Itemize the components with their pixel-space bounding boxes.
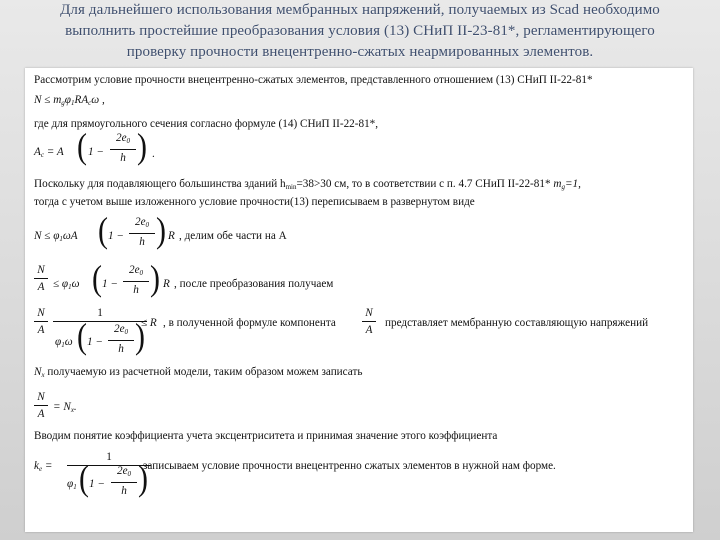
formula-6: $N_x$ получаемую из расчетной модели, таким образом можем записать (34, 366, 363, 379)
paragraph-4: тогда с учетом выше изложенного условие прочности(13) переписываем в развернутом виде (34, 196, 475, 208)
fraction-n-a: N A (34, 263, 48, 294)
formula-7: = $N_x$. (53, 401, 77, 414)
fraction-2e0-h: $2e_0$ h (110, 131, 136, 165)
paren-open: ( (77, 126, 87, 167)
formula-4: ≤ $\varphi_1\omega$ (53, 278, 80, 291)
formula-2: $A_c = A$ (34, 146, 64, 159)
fraction-2e0-h: $2e_0$ h (129, 215, 155, 249)
formula-3: $N \le \varphi_1\omega A$ (34, 230, 78, 243)
slide-title (0, 0, 720, 63)
formula-7-fraction: N A (34, 390, 48, 421)
title-line-1: Для дальнейшего использования мембранных напряжений, получаемых из Scad необходимо (60, 2, 660, 18)
paren-close: ) (137, 126, 147, 167)
fraction-one-over-phi: 1 (53, 306, 147, 323)
formula-1: $N \le m_g\varphi_1RA_c\omega$ , (34, 94, 105, 107)
paragraph-1: Рассмотрим условие прочности внецентренно-сжатых элементов, представленного отношением (13) СНиП II-22-81* (34, 74, 593, 86)
paragraph-3: Поскольку для подавляющего большинства зданий $h_{min}=38>30$ см, то в соответствии с п. 4.7 СНиП II-22-81* $m_g=1$, (34, 178, 581, 191)
document-page: Рассмотрим условие прочности внецентренно-сжатых элементов, представленного отношением (13) СНиП II-22-81* $N \le m_g\varphi_1RA_c\omega$ , где для прямоугольного сечения согласно формуле (14) СНиП II-22-81*, $A_c = A$ ( 1 − $2e_0$ h ) . Поскольку для подавляющего большинства зданий $h_{min}=38>30$ см, то в соответствии с п. 4.7 СНиП II-22-81* $m_g=1$, тогда с учетом выше изложенного условие прочности(13) переписываем в развернутом виде $N \le \varphi_1\omega A$ ( 1 − $2e_0$ h ) R , делим обе части на А N A ≤ $\varphi_1\omega$ ( 1 − $2e_0$ h ) R , после преобразования получаем N A 1 $\varphi_1\omega$ ( 1 − $2e_0$ h ) ≤ R , в полученной формуле компонента N A представляет мембранную составляющую напряжений $N_x$ получаемую из расчетной модели, таким образом можем записать N A = $N_x$. Вводим понятие коэффициента учета эксцентриситета и принимая значение этого коэффициента $k_e$ = 1 $\varphi_1$ ( 1 − $2e_0$ h ) записываем условие прочности внецентренно сжатых элементов в нужной нам форме. (25, 68, 693, 532)
title-line-3: проверку прочности внецентренно-сжатых неармированных элементов. (126, 44, 594, 60)
title-line-2: выполнить простейшие преобразования условия (13) СНиП II-23-81*, регламентирующего (65, 23, 655, 39)
paragraph-2: где для прямоугольного сечения согласно формуле (14) СНиП II-22-81*, (34, 118, 379, 130)
formula-8: $k_e$ = (34, 460, 53, 473)
paragraph-5: Вводим понятие коэффициента учета эксцентриситета и принимая значение этого коэффициента (34, 430, 498, 442)
